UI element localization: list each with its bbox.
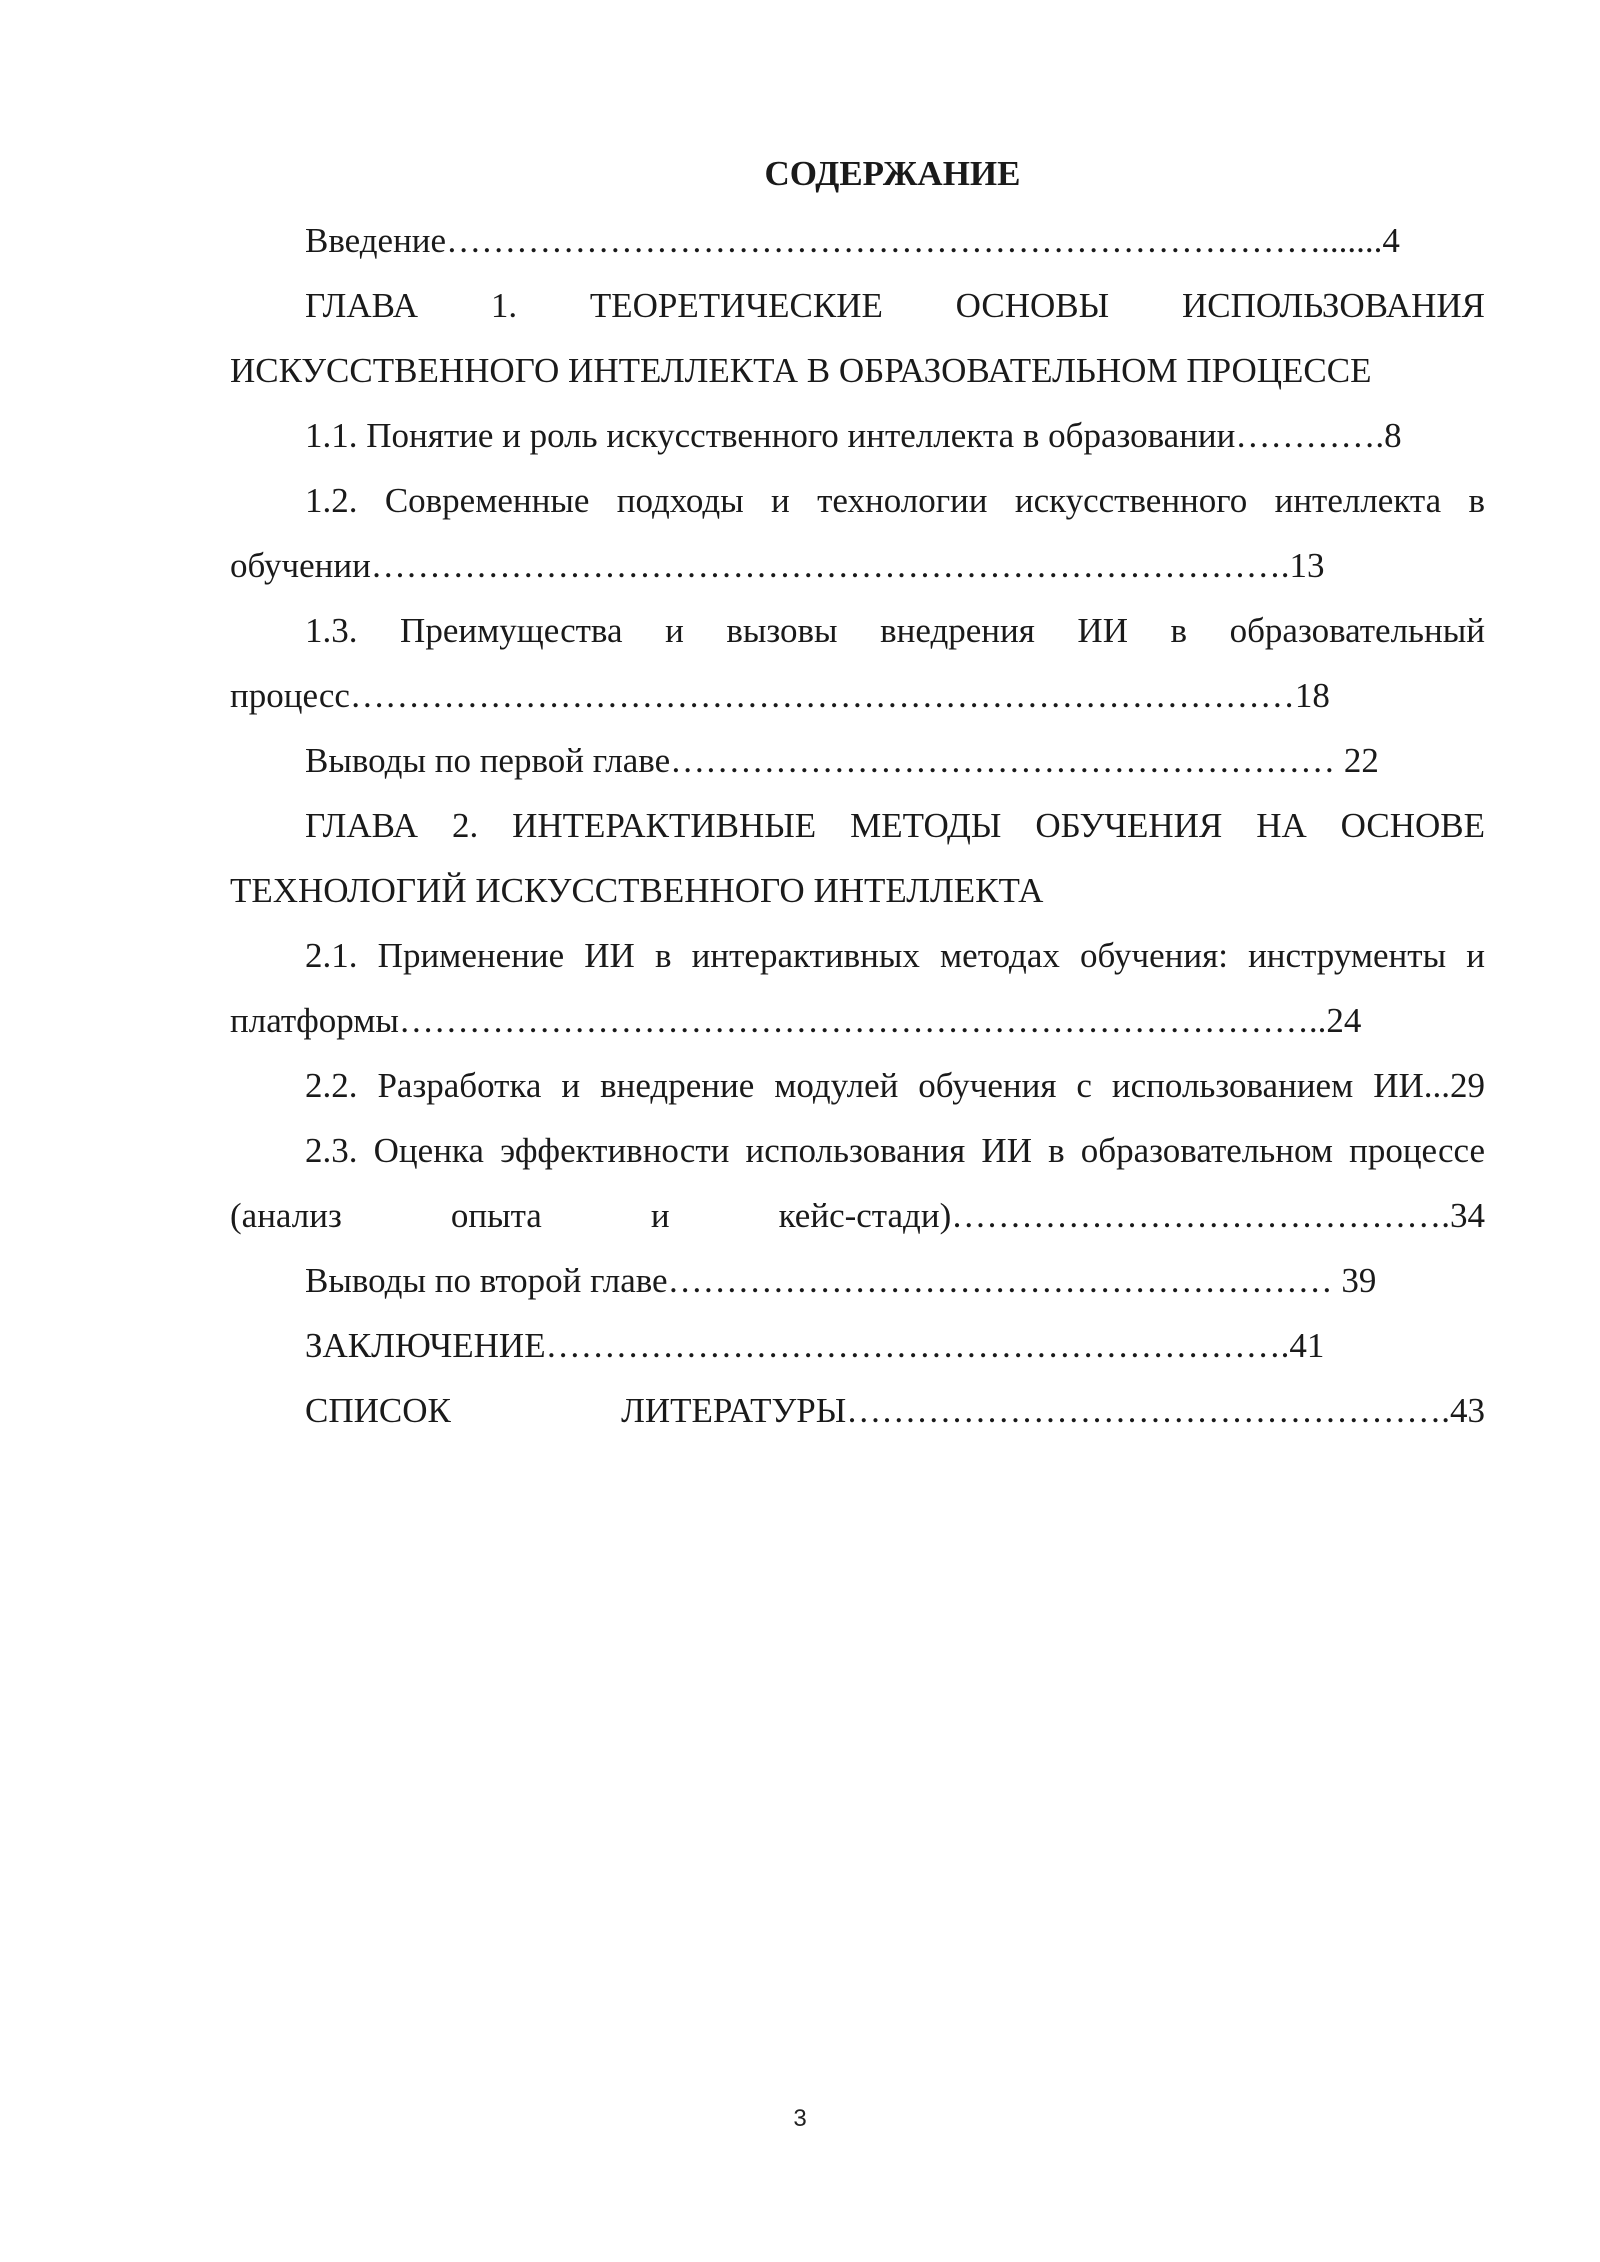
toc-entry-introduction: Введение………………………………………………………………….......4	[305, 221, 1400, 260]
toc-entry-references: СПИСОК ЛИТЕРАТУРЫ…………………………………………….43	[305, 1391, 1485, 1430]
toc-entry-1-3: 1.3. Преимущества и вызовы внедрения ИИ в образовательный процесс………………………………………………………………………18	[230, 611, 1485, 715]
toc-entry-2-3: 2.3. Оценка эффективности использования ИИ в образовательном процессе (анализ опыта и кейс-стади)…………………………………….34	[230, 1131, 1485, 1235]
toc-title: СОДЕРЖАНИЕ	[764, 154, 1021, 193]
document-page	[230, 150, 1485, 1443]
toc-entry-1-2: 1.2. Современные подходы и технологии искусственного интеллекта в обучении…………………………………………………………………….13	[230, 481, 1485, 585]
toc-entry-chapter-1: ГЛАВА 1. ТЕОРЕТИЧЕСКИЕ ОСНОВЫ ИСПОЛЬЗОВАНИЯ ИСКУССТВЕННОГО ИНТЕЛЛЕКТА В ОБРАЗОВАТЕЛЬНОМ ПРОЦЕССЕ	[230, 286, 1485, 390]
toc-entry-conclusions-chapter-2: Выводы по второй главе………………………………………………… 39	[305, 1261, 1377, 1300]
toc-entry-2-1: 2.1. Применение ИИ в интерактивных методах обучения: инструменты и платформы……………………………………………………………………..24	[230, 936, 1485, 1040]
toc-entry-conclusions-chapter-1: Выводы по первой главе………………………………………………… 22	[305, 741, 1379, 780]
toc-entry-conclusion: ЗАКЛЮЧЕНИЕ……………………………………………………….41	[305, 1326, 1325, 1365]
page-number: 3	[793, 2105, 807, 2132]
toc-entry-1-1: 1.1. Понятие и роль искусственного интеллекта в образовании………….8	[305, 416, 1402, 455]
toc-entry-2-2: 2.2. Разработка и внедрение модулей обучения с использованием ИИ...29	[305, 1066, 1485, 1105]
toc-entry-chapter-2: ГЛАВА 2. ИНТЕРАКТИВНЫЕ МЕТОДЫ ОБУЧЕНИЯ НА ОСНОВЕ ТЕХНОЛОГИЙ ИСКУССТВЕННОГО ИНТЕЛЛЕКТА	[230, 806, 1485, 910]
